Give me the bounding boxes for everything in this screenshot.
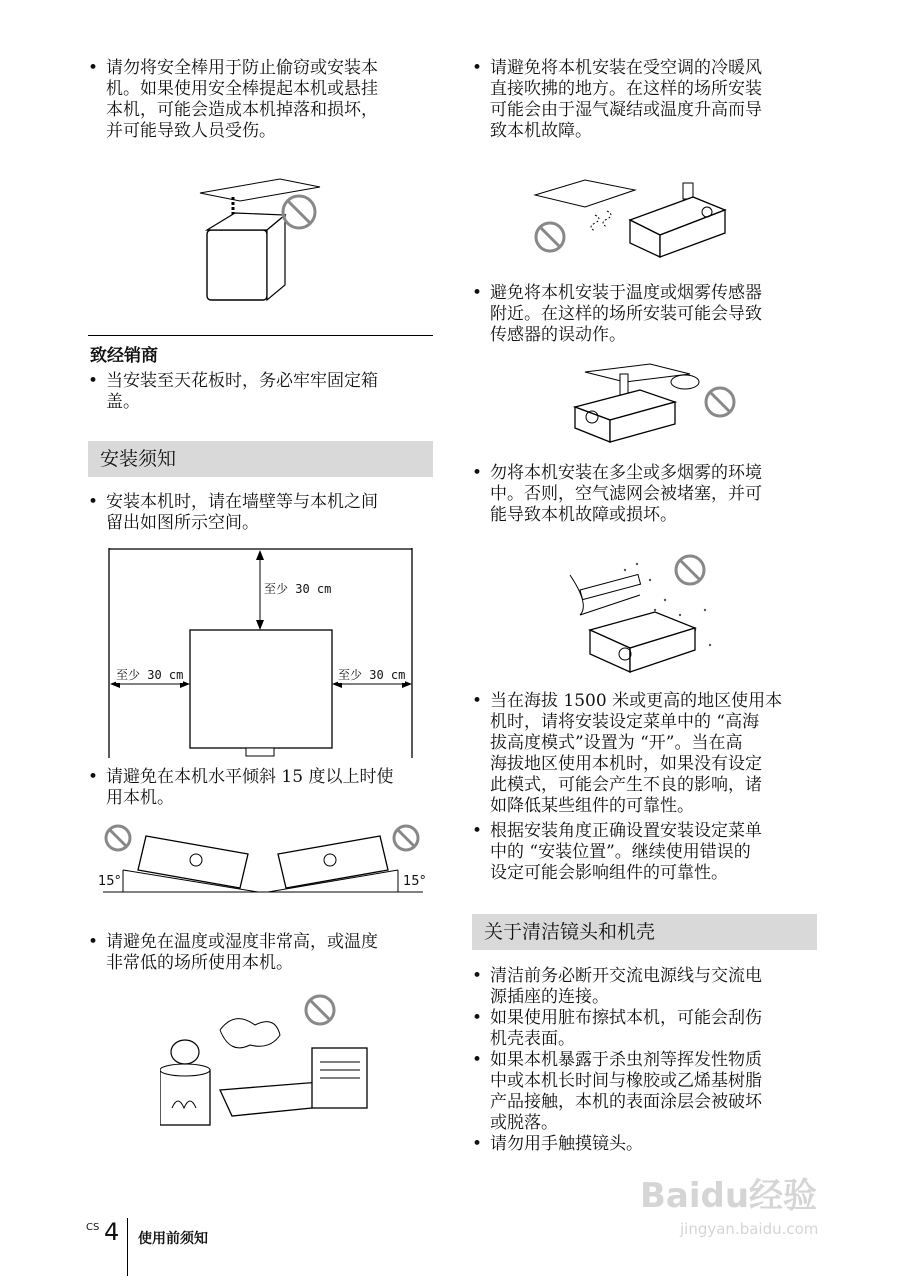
bullet-aircon bbox=[472, 58, 812, 142]
bullet-sensor bbox=[472, 283, 812, 346]
bullet-text: 当安装至天花板时，务必牢牢固定箱 盖。 bbox=[106, 371, 378, 412]
bullet-dot: • bbox=[472, 691, 483, 711]
list-item bbox=[472, 1050, 817, 1134]
bullet-security-rod bbox=[88, 58, 428, 142]
bullet-dot: • bbox=[88, 58, 99, 78]
bullet-dot: • bbox=[472, 821, 483, 841]
bullet-text: 请避免在温度或湿度非常高，或温度 非常低的场所使用本机。 bbox=[106, 932, 378, 973]
bullet-angle bbox=[472, 821, 817, 884]
bullet-temperature bbox=[88, 932, 433, 974]
list-item-text: 请勿用手触摸镜头。 bbox=[490, 1134, 643, 1154]
watermark-brand: Baidu经验 bbox=[640, 1176, 818, 1216]
list-item-text: 如果使用脏布擦拭本机，可能会刮伤 机壳表面。 bbox=[490, 1008, 762, 1049]
clearance-top-label: 至少 30 cm bbox=[264, 582, 332, 596]
footer-lang-code: CS bbox=[86, 1222, 100, 1233]
hanging-projector-illustration bbox=[195, 175, 325, 305]
heat-humidity-illustration bbox=[160, 990, 390, 1130]
bullet-dot: • bbox=[88, 932, 99, 952]
bullet-text: 当在海拔 1500 米或更高的地区使用本 机时，请将安装设定菜单中的 “高海 拔高度模式”设置为 “开”。当在高 海拔地区使用本机时，如果没有设定 此模式，可能会产生不良的影响，诸 如降低某些组件的可靠性。 bbox=[490, 691, 783, 816]
bullet-dot: • bbox=[472, 283, 483, 303]
bullet-dot: • bbox=[472, 966, 483, 986]
bullet-dot: • bbox=[472, 1134, 483, 1154]
bullet-text: 安装本机时，请在墙壁等与本机之间 留出如图所示空间。 bbox=[106, 492, 378, 533]
cleaning-list bbox=[472, 966, 817, 1155]
bullet-dot: • bbox=[472, 1050, 483, 1070]
list-item bbox=[472, 966, 817, 1008]
heading-text: 关于清洁镜头和机壳 bbox=[484, 921, 656, 943]
bullet-text: 请避免将本机安装在受空调的冷暖风 直接吹拂的地方。在这样的场所安装 可能会由于湿气凝结或温度升高而导 致本机故障。 bbox=[490, 58, 762, 141]
bullet-dot: • bbox=[88, 371, 99, 391]
footer-section: 使用前须知 bbox=[138, 1231, 208, 1247]
cleaning-heading bbox=[472, 914, 817, 950]
sensor-illustration bbox=[570, 362, 745, 452]
bullet-dot: • bbox=[472, 58, 483, 78]
list-item-text: 清洁前务必断开交流电源线与交流电 源插座的连接。 bbox=[490, 966, 762, 1007]
baidu-watermark bbox=[640, 1150, 895, 1250]
bullet-text: 请避免在本机水平倾斜 15 度以上时使 用本机。 bbox=[106, 767, 394, 808]
clearance-diagram bbox=[108, 548, 413, 758]
bullet-text: 请勿将安全棒用于防止偷窃或安装本 机。如果使用安全棒提起本机或悬挂 本机，可能会造成本机掉落和损坏， 并可能导致人员受伤。 bbox=[106, 58, 378, 141]
aircon-illustration bbox=[525, 175, 730, 265]
bullet-altitude bbox=[472, 691, 817, 817]
bullet-text: 勿将本机安装在多尘或多烟雾的环境 中。否则，空气滤网会被堵塞，并可 能导致本机故障或损坏。 bbox=[490, 463, 762, 525]
install-heading bbox=[88, 441, 433, 477]
tilt-right-label: 15° bbox=[403, 874, 427, 889]
bullet-text: 根据安装角度正确设置安装设定菜单 中的 “安装位置”。继续使用错误的 设定可能会影响组件的可靠性。 bbox=[490, 821, 762, 883]
clearance-right-label: 至少 30 cm bbox=[338, 668, 406, 682]
heading-text: 安装须知 bbox=[100, 448, 177, 470]
footer-divider bbox=[127, 1218, 128, 1276]
list-item-text: 如果本机暴露于杀虫剂等挥发性物质 中或本机长时间与橡胶或乙烯基树脂 产品接触，本机的表面涂层会被破坏 或脱落。 bbox=[490, 1050, 762, 1133]
tilt-illustration bbox=[98, 820, 428, 900]
dust-smoke-illustration bbox=[565, 550, 725, 680]
section-divider bbox=[88, 335, 433, 336]
clearance-left-label: 至少 30 cm bbox=[116, 668, 184, 682]
bullet-text: 避免将本机安装于温度或烟雾传感器 附近。在这样的场所安装可能会导致 传感器的误动作。 bbox=[490, 283, 762, 345]
bullet-space bbox=[88, 492, 428, 534]
dealer-heading: 致经销商 bbox=[90, 346, 158, 366]
bullet-dot: • bbox=[88, 492, 99, 512]
bullet-tilt bbox=[88, 767, 433, 809]
watermark-url: jingyan.baidu.com bbox=[680, 1220, 819, 1238]
bullet-dot: • bbox=[472, 1008, 483, 1028]
tilt-left-label: 15° bbox=[98, 874, 122, 889]
bullet-dot: • bbox=[472, 463, 483, 483]
footer-page-number: 4 bbox=[104, 1218, 120, 1246]
bullet-dealer bbox=[88, 371, 428, 413]
bullet-dust bbox=[472, 463, 812, 526]
list-item bbox=[472, 1008, 817, 1050]
bullet-dot: • bbox=[88, 767, 99, 787]
